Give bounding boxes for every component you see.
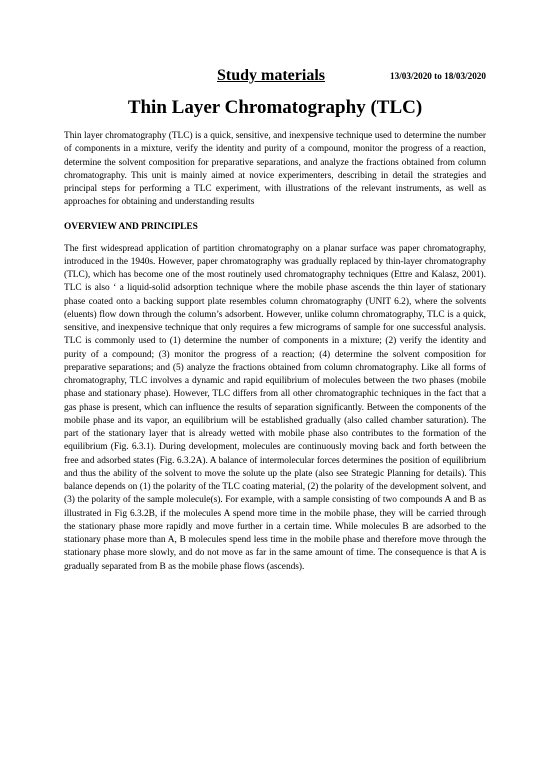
document-page: [64, 66, 486, 574]
body-paragraph: The first widespread application of partition chromatography on a planar surface was paper chromatography, introduced in the 1940s. However, paper chromatography was gradually replaced by thin-layer chromatography (TLC), which has become one of the most routinely used chromatography techniques (Ettre and Kalasz, 2001). TLC is also ‘ a liquid-solid adsorption technique where the mobile phase ascends the thin layer of stationary phase coated onto a backing support plate resembles column chromatography (UNIT 6.2), where the solvents (eluents) flow down through the column’s adsorbent. However, unlike column chromatography, TLC is a quick, sensitive, and inexpensive technique that only requires a few micrograms of sample for one successful analysis. TLC is commonly used to (1) determine the number of components in a mixture; (2) verify the identity and purity of a compound; (3) monitor the progress of a reaction; (4) determine the solvent composition for preparative separations; and (5) analyze the fractions obtained from column chromatography. Like all forms of chromatography, TLC involves a dynamic and rapid equilibrium of molecules between the two phases (mobile phase and stationary phase). However, TLC differs from all other chromatographic techniques in the fact that a gas phase is present, which can influence the results of separation significantly. Between the components of the mobile phase and its vapor, an equilibrium will be established gradually (also called chamber saturation). The part of the stationary layer that is already wetted with mobile phase also contributes to the formation of the equilibrium (Fig. 6.3.1). During development, molecules are continuously moving back and forth between the free and adsorbed states (Fig. 6.3.2A). A balance of intermolecular forces determines the position of equilibrium and thus the ability of the solvent to move the solute up the plate (also see Strategic Planning for details). This balance depends on (1) the polarity of the TLC coating material, (2) the polarity of the development solvent, and (3) the polarity of the sample molecule(s). For example, with a sample consisting of two compounds A and B as illustrated in Fig 6.3.2B, if the molecules A spend more time in the mobile phase, they will be carried through the stationary phase more rapidly and move further in a certain time. While molecules B are adsorbed to the stationary phase more than A, B molecules spend less time in the mobile phase and therefore move through the stationary phase more slowly, and do not move as far in the same amount of time. The consequence is that A is gradually separated from B as the mobile phase flows (ascends).: [64, 243, 486, 572]
header-title: Study materials: [217, 67, 325, 84]
page-header: [64, 66, 486, 88]
document-title: Thin Layer Chromatography (TLC): [127, 97, 423, 118]
section-heading: OVERVIEW AND PRINCIPLES: [64, 221, 198, 232]
intro-paragraph: Thin layer chromatography (TLC) is a quick, sensitive, and inexpensive technique used to determine the number of components in a mixture, verify the identity and purity of a compound, monitor the progress of a reaction, determine the solvent composition for preparative separations, and analyze the fractions obtained from column chromatography. This unit is mainly aimed at novice experimenters, describing in detail the strategies and principal steps for performing a TLC experiment, with illustrations of the relevant instruments, as well as approaches for obtaining and understanding results: [64, 131, 486, 208]
header-date: 13/03/2020 to 18/03/2020: [390, 71, 486, 81]
